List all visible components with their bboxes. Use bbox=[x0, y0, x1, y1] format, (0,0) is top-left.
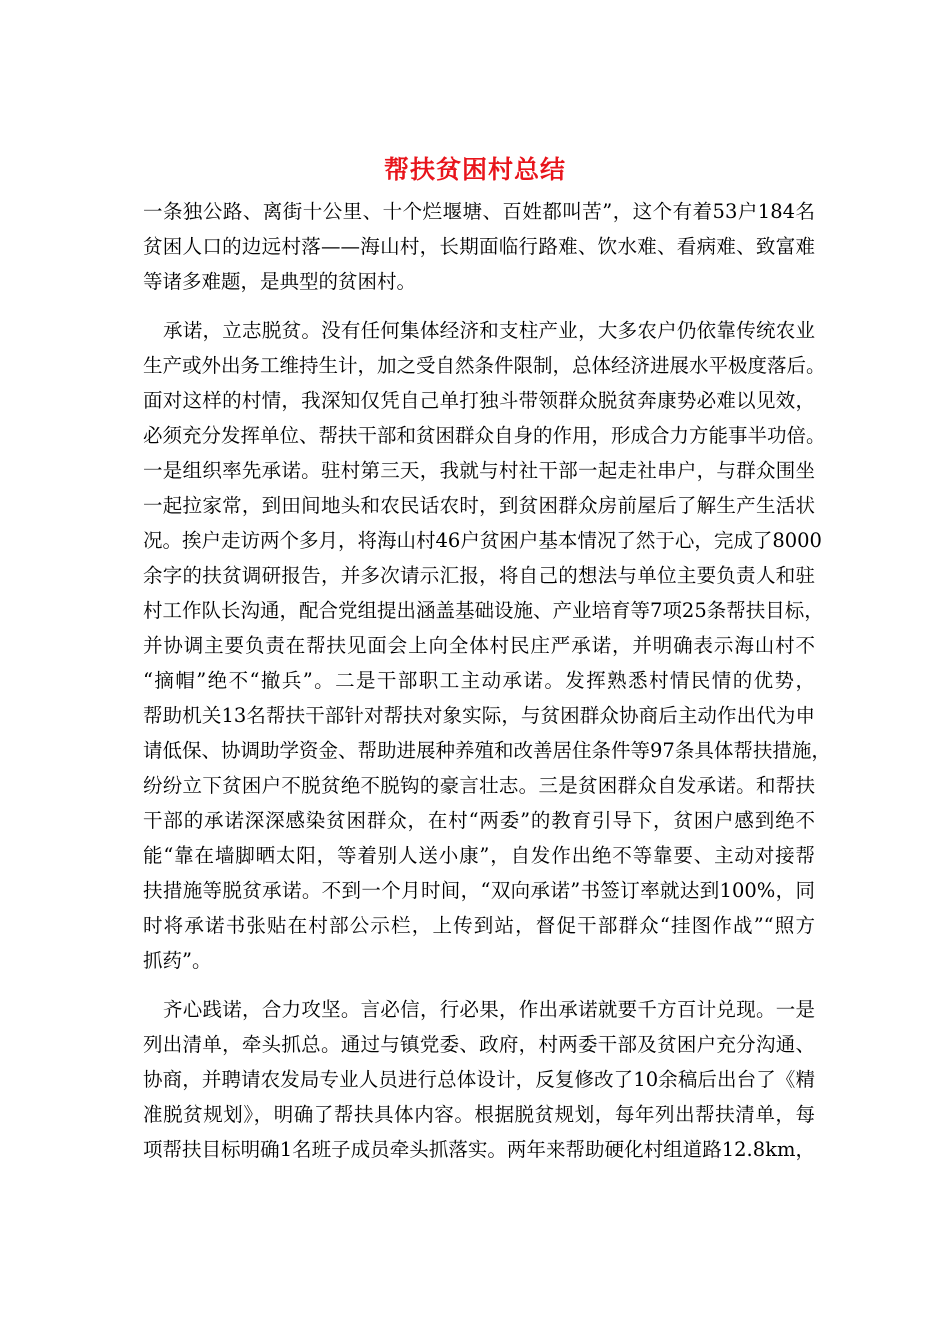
text-line: 帮助机关13名帮扶干部针对帮扶对象实际，与贫困群众协商后主动作出代为申 bbox=[143, 704, 815, 727]
document-title: 帮扶贫困村总结 bbox=[383, 155, 566, 184]
text-line: 必须充分发挥单位、帮扶干部和贫困群众自身的作用，形成合力方能事半功倍。 bbox=[143, 424, 826, 447]
text-line: 干部的承诺深深感染贫困群众，在村“两委”的教育引导下，贫困户感到绝不 bbox=[143, 809, 815, 832]
text-line: 抓药”。 bbox=[143, 949, 212, 972]
text-line: 协商，并聘请农发局专业人员进行总体设计，反复修改了10余稿后出台了《精 bbox=[143, 1068, 815, 1091]
text-line: 请低保、协调助学资金、帮助进展种养殖和改善居住条件等97条具体帮扶措施， bbox=[143, 739, 831, 762]
text-line: 并协调主要负责在帮扶见面会上向全体村民庄严承诺，并明确表示海山村不 bbox=[143, 634, 815, 657]
paragraph-3 bbox=[143, 992, 815, 1167]
text-line: 纷纷立下贫困户不脱贫绝不脱钩的豪言壮志。三是贫困群众自发承诺。和帮扶 bbox=[143, 774, 815, 797]
text-line: 一是组织率先承诺。驻村第三天，我就与村社干部一起走社串户，与群众围坐 bbox=[143, 459, 815, 482]
text-line: 项帮扶目标明确1名班子成员牵头抓落实。两年来帮助硬化村组道路12.8km， bbox=[143, 1138, 815, 1161]
text-line: 一起拉家常，到田间地头和农民话农时，到贫困群众房前屋后了解生产生活状 bbox=[143, 494, 815, 517]
text-line: 能“靠在墙脚晒太阳，等着别人送小康”，自发作出绝不等靠要、主动对接帮 bbox=[143, 844, 815, 867]
text-line: 贫困人口的边远村落——海山村，长期面临行路难、饮水难、看病难、致富难 bbox=[143, 235, 815, 258]
text-line: 余字的扶贫调研报告，并多次请示汇报，将自己的想法与单位主要负责人和驻 bbox=[143, 564, 815, 587]
text-line: 列出清单，牵头抓总。通过与镇党委、政府，村两委干部及贫困户充分沟通、 bbox=[143, 1033, 815, 1056]
text-line: 承诺，立志脱贫。没有任何集体经济和支柱产业，大多农户仍依靠传统农业 bbox=[163, 319, 815, 342]
text-line: 齐心践诺，合力攻坚。言必信，行必果，作出承诺就要千方百计兑现。一是 bbox=[163, 998, 815, 1021]
text-line: 生产或外出务工维持生计，加之受自然条件限制，总体经济进展水平极度落后。 bbox=[143, 354, 826, 377]
text-line: 村工作队长沟通，配合党组提出涵盖基础设施、产业培育等7项25条帮扶目标， bbox=[143, 599, 824, 622]
text-line: 一条独公路、离街十公里、十个烂堰塘、百姓都叫苦”，这个有着53户184名 bbox=[143, 200, 815, 223]
paragraph-1 bbox=[143, 194, 815, 299]
text-line: 况。挨户走访两个多月，将海山村46户贫困户基本情况了然于心，完成了8000 bbox=[143, 529, 822, 552]
text-line: 准脱贫规划》，明确了帮扶具体内容。根据脱贫规划，每年列出帮扶清单，每 bbox=[143, 1103, 815, 1126]
text-line: “摘帽”绝不“撤兵”。二是干部职工主动承诺。发挥熟悉村情民情的优势， bbox=[143, 669, 815, 692]
text-line: 等诸多难题，是典型的贫困村。 bbox=[143, 270, 417, 293]
text-line: 扶措施等脱贫承诺。不到一个月时间，“双向承诺”书签订率就达到100%，同 bbox=[143, 879, 815, 902]
document-body bbox=[143, 194, 831, 1167]
text-line: 面对这样的村情，我深知仅凭自己单打独斗带领群众脱贫奔康势必难以见效， bbox=[143, 389, 815, 412]
paragraph-2 bbox=[143, 313, 831, 978]
text-line: 时将承诺书张贴在村部公示栏，上传到站，督促干部群众“挂图作战”“照方 bbox=[143, 914, 815, 937]
